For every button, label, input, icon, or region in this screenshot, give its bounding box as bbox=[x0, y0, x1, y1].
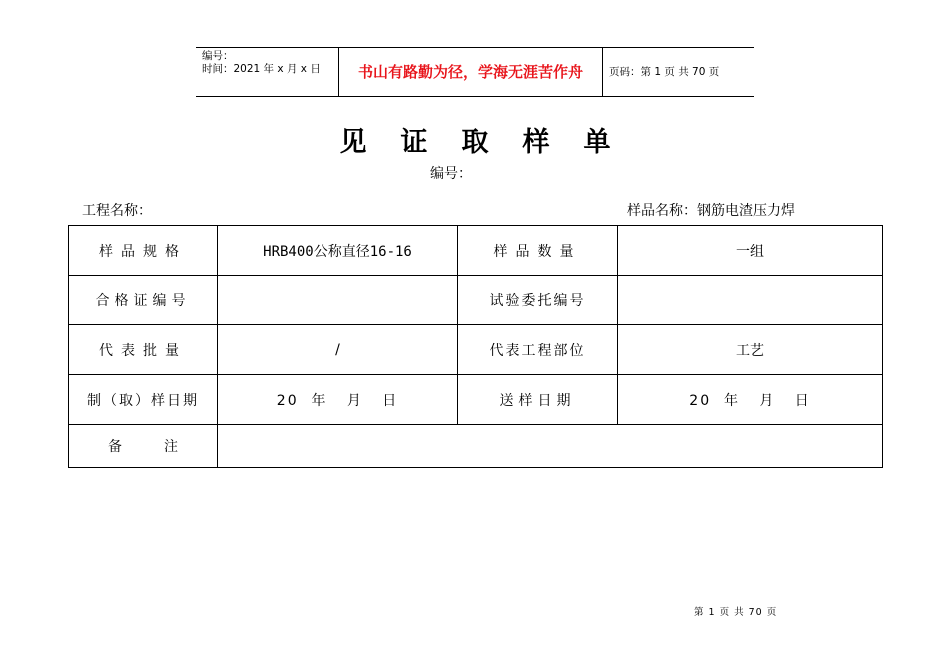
delivery-date-value: 20 年 月 日 bbox=[618, 375, 883, 425]
sampling-date-label: 制（取）样日期 bbox=[69, 375, 218, 425]
table-row bbox=[69, 375, 883, 425]
test-commission-no-label: 试验委托编号 bbox=[458, 276, 618, 325]
sample-spec-label: 样品规格 bbox=[69, 226, 218, 276]
header-time-label: 时间：2021 年 x 月 x 日 bbox=[202, 63, 321, 75]
batch-size-value: / bbox=[218, 325, 458, 375]
table-row bbox=[69, 425, 883, 468]
remarks-label: 备 注 bbox=[69, 425, 218, 468]
sample-name-label: 样品名称：钢筋电渣压力焊 bbox=[627, 203, 795, 219]
header-slogan: 书山有路勤为径，学海无涯苦作舟 bbox=[357, 63, 583, 81]
sampling-table bbox=[68, 225, 883, 468]
project-part-value: 工艺 bbox=[618, 325, 883, 375]
header-divider-right bbox=[602, 48, 603, 96]
remarks-value bbox=[218, 425, 883, 468]
header-serial-label: 编号： bbox=[202, 50, 234, 62]
sample-quantity-value: 一组 bbox=[618, 226, 883, 276]
table-row bbox=[69, 276, 883, 325]
header-page-info: 页码：第 1 页 共 70 页 bbox=[609, 66, 720, 78]
document-serial-label: 编号： bbox=[430, 166, 472, 182]
delivery-date-label: 送样日期 bbox=[458, 375, 618, 425]
test-commission-no-value bbox=[618, 276, 883, 325]
table-row bbox=[69, 325, 883, 375]
certificate-no-value bbox=[218, 276, 458, 325]
project-name-label: 工程名称： bbox=[82, 203, 152, 219]
document-title: 见证取样单 bbox=[339, 127, 645, 158]
certificate-no-label: 合格证编号 bbox=[69, 276, 218, 325]
header-left-block bbox=[202, 50, 321, 76]
batch-size-label: 代表批量 bbox=[69, 325, 218, 375]
sample-quantity-label: 样品数量 bbox=[458, 226, 618, 276]
page-header bbox=[196, 47, 754, 97]
sample-spec-value: HRB400公称直径16-16 bbox=[218, 226, 458, 276]
project-part-label: 代表工程部位 bbox=[458, 325, 618, 375]
page-footer: 第 1 页 共 70 页 bbox=[694, 607, 778, 618]
table-row bbox=[69, 226, 883, 276]
sampling-date-value: 20 年 月 日 bbox=[218, 375, 458, 425]
